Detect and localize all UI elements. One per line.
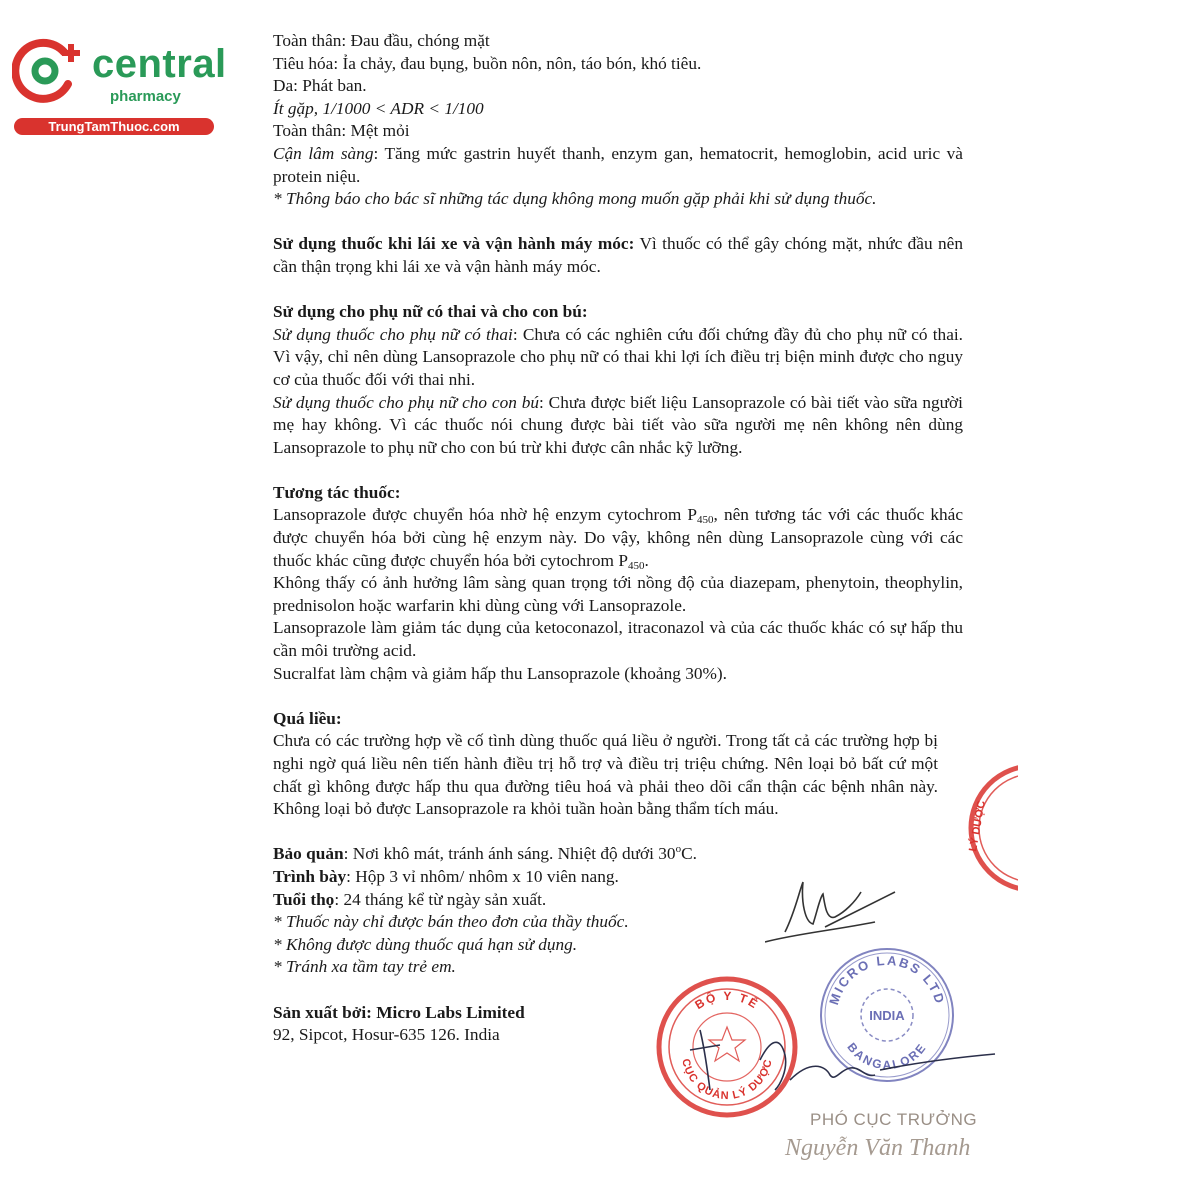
side-effect-digestive: Tiêu hóa: Ỉa chảy, đau bụng, buồn nôn, nôn, táo bón, khó tiêu. [273, 53, 702, 73]
central-pharmacy-logo[interactable] [10, 36, 227, 136]
deputy-name: Nguyễn Văn Thanh [785, 1135, 971, 1161]
logo-brand: central [92, 42, 227, 86]
storage-text-b: C. [681, 844, 697, 864]
interactions-p1-a: Lansoprazole được chuyển hóa nhờ hệ enzym cytochrom P [273, 505, 698, 525]
lab-text: : Tăng mức gastrin huyết thanh, enzym gan, hematocrit, hemoglobin, acid uric và protein niệu. [273, 143, 963, 186]
side-effect-notice: * Thông báo cho bác sĩ những tác dụng không mong muốn gặp phải khi sử dụng thuốc. [273, 189, 877, 209]
interactions-title: Tương tác thuốc: [273, 482, 401, 502]
pregnancy-paragraph [273, 324, 963, 392]
manufacturer-label: Sản xuất bởi: [273, 1002, 372, 1022]
side-effect-skin: Da: Phát ban. [273, 76, 367, 96]
degree-sup: o [675, 843, 682, 856]
manufacturer-address: 92, Sipcot, Hosur-635 126. India [273, 1025, 500, 1045]
logo-site-link[interactable]: TrungTamThuoc.com [14, 118, 214, 135]
pregnancy-title: Sử dụng cho phụ nữ có thai và cho con bú: [273, 302, 588, 322]
cyp-subscript-2: 450 [627, 559, 645, 572]
note-prescription: * Thuốc này chỉ được bán theo đơn của thầy thuốc. [273, 912, 629, 932]
logo-emblem-icon [12, 38, 90, 108]
ministry-stamp-bottom: CỤC QUẢN LÝ DƯỢC [679, 1057, 775, 1103]
storage-text-a: : Nơi khô mát, tránh ánh sáng. Nhiệt độ dưới 30 [343, 844, 676, 864]
company-stamp-top: MICRO LABS LTD [826, 952, 948, 1007]
deputy-title: PHÓ CỤC TRƯỞNG [810, 1110, 978, 1129]
uncommon-heading: Ít gặp, 1/1000 < ADR < 1/100 [273, 98, 484, 118]
company-stamp-bottom: BANGALORE [844, 1040, 930, 1073]
lactation-label: Sử dụng thuốc cho phụ nữ cho con bú [273, 392, 540, 412]
pack-label: Trình bày [273, 866, 347, 886]
ministry-stamp-top: BỘ Y TẾ [692, 988, 762, 1013]
right-stamp-text: LÝ DƯỢC [967, 799, 988, 853]
shelf-text: : 24 tháng kể từ ngày sản xuất. [334, 889, 547, 909]
pregnancy-text: : Chưa có các nghiên cứu đối chứng đầy đủ cho phụ nữ có thai. Vì vậy, chỉ nên dùng Lansoprazole cho phụ nữ có thai khi lợi ích điều trị biện minh được cho nguy cơ của thuốc đối với thai nhi. [273, 324, 963, 389]
shelf-label: Tuổi thọ [273, 889, 335, 909]
note-expiry: * Không được dùng thuốc quá hạn sử dụng. [273, 934, 578, 954]
note-children: * Tránh xa tầm tay trẻ em. [273, 957, 456, 977]
svg-text:BỘ Y TẾ [692, 989, 762, 1012]
storage-label: Bảo quản [273, 844, 344, 864]
lactation-paragraph [273, 392, 963, 460]
side-effect-lab [273, 143, 963, 188]
interactions-p1-end: . [644, 550, 649, 570]
side-effect-general: Toàn thân: Đau đầu, chóng mặt [273, 31, 490, 50]
interactions-p4: Sucralfat làm chậm và giảm hấp thu Lansoprazole (khoảng 30%). [273, 663, 727, 683]
logo-subtitle: pharmacy [110, 88, 181, 105]
interactions-p2: Không thấy có ảnh hưởng lâm sàng quan trọng tới nồng độ của diazepam, phenytoin, theophylin, prednisolon hoặc warfarin khi dùng cùng với Lansoprazole. [273, 573, 963, 615]
driving-text: Vì thuốc có thể gây chóng mặt, nhức đầu nên cần thận trọng khi lái xe và vận hành máy móc. [273, 234, 963, 276]
overdose-title: Quá liều: [273, 708, 342, 728]
interactions-p1 [273, 504, 963, 572]
overdose-text: Chưa có các trường hợp về cố tình dùng thuốc quá liều ở người. Trong tất cả các trường hợp bị nghi ngờ quá liều nên tiến hành điều trị hỗ trợ và điều trị triệu chứng. Nên loại bỏ bất cứ một chất gì không được hấp thu qua đường tiêu hoá và phải theo dõi cẩn thận các bệnh nhân này. Không loại bỏ được Lansoprazole ra khỏi tuần hoàn bằng thẩm tích máu. [273, 731, 938, 819]
signature-bottom [680, 1020, 1000, 1110]
partial-red-stamp [958, 760, 1018, 900]
company-stamp-mid: INDIA [869, 1008, 905, 1023]
driving-section [273, 233, 963, 278]
svg-text:MICRO LABS LTD [826, 953, 948, 1007]
pregnancy-label: Sử dụng thuốc cho phụ nữ có thai [273, 324, 513, 344]
side-effect-general2: Toàn thân: Mệt mỏi [273, 121, 410, 141]
interactions-p3: Lansoprazole làm giảm tác dụng của ketoconazol, itraconazol và của các thuốc khác có sự hấp thu cần môi trường acid. [273, 618, 963, 661]
lab-label: Cận lâm sàng [273, 143, 374, 163]
manufacturer-name: Micro Labs Limited [371, 1002, 525, 1022]
interactions-p1-b: , nên tương tác với các thuốc khác được chuyển hóa bởi cùng hệ enzym này. Do vậy, không nên dùng Lansoprazole cùng với các thuốc khác cũng được chuyển hóa bởi cytochrom P [273, 505, 963, 570]
storage-line [273, 843, 963, 866]
driving-title: Sử dụng thuốc khi lái xe và vận hành máy móc: [273, 234, 635, 254]
cyp-subscript: 450 [697, 514, 714, 527]
pack-text: : Hộp 3 vỉ nhôm/ nhôm x 10 viên nang. [346, 866, 619, 886]
lactation-text: : Chưa được biết liệu Lansoprazole có bài tiết vào sữa người mẹ hay không. Vì các thuốc nói chung được bài tiết vào sữa người mẹ nên không nên dùng Lansoprazole to phụ nữ cho con bú trừ khi được cân nhắc kỹ lưỡng. [273, 392, 963, 457]
